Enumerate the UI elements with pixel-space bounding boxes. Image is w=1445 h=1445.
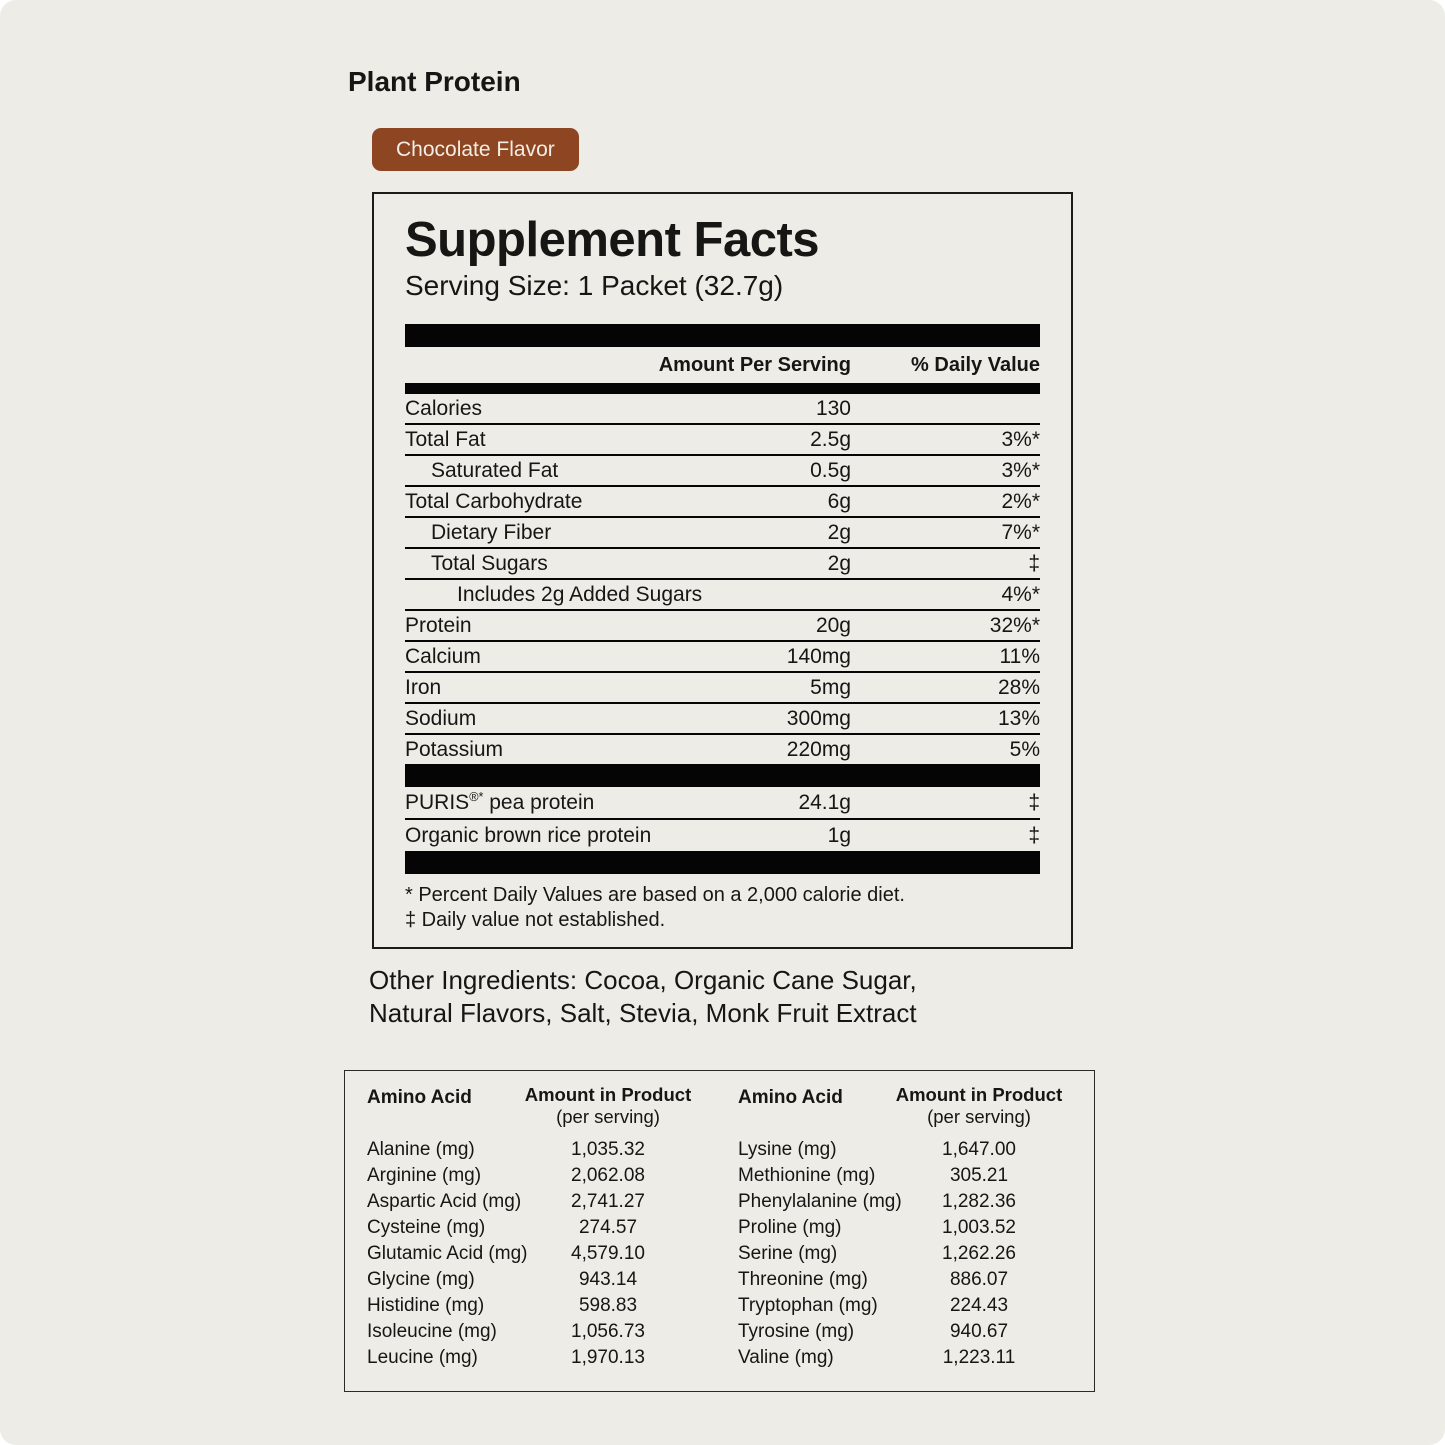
nutrient-dv: 32%* [989,613,1040,637]
nutrient-dv: 2%* [1001,489,1040,513]
amino-row [367,1293,699,1319]
amino-amount: 2,062.08 [571,1165,645,1187]
nutrient-label: Total Fat [405,427,486,451]
nutrient-label: Protein [405,613,472,637]
amino-acid-column-header: Amino Acid [738,1087,843,1109]
nutrient-dv: 28% [997,675,1040,699]
amino-name: Tryptophan (mg) [738,1295,878,1317]
nutrient-label: Includes 2g Added Sugars [457,582,703,606]
divider-bar-header [405,383,1040,394]
column-header-row [405,347,1040,383]
nutrient-row-added-sugars [405,580,1040,611]
blend-dv: ‡ [1028,790,1040,814]
nutrient-row-calories [405,394,1040,425]
blend-label: Organic brown rice protein [405,823,652,847]
amino-amount: 940.67 [949,1321,1009,1343]
nutrient-row-protein [405,611,1040,642]
footnote-not-established: ‡ Daily value not established. [405,909,666,932]
nutrient-label: Calories [405,396,483,420]
amino-amount: 943.14 [578,1269,638,1291]
amino-row [367,1137,699,1163]
amino-name: Lysine (mg) [738,1139,837,1161]
amino-acid-table [344,1070,1095,1392]
amino-name: Isoleucine (mg) [367,1321,497,1343]
nutrient-amount: 5mg [810,675,851,699]
nutrient-amount: 140mg [786,644,851,668]
amino-row [738,1215,1070,1241]
amount-in-product-header: Amount in Product (per serving) [895,1084,1063,1128]
amino-row [738,1267,1070,1293]
amino-row [738,1293,1070,1319]
amino-row [367,1345,699,1371]
amino-name: Valine (mg) [738,1347,834,1369]
amino-name: Arginine (mg) [367,1165,482,1187]
nutrient-dv: 3%* [1001,427,1040,451]
amino-row [738,1163,1070,1189]
amino-amount: 1,647.00 [942,1139,1016,1161]
nutrient-amount: 300mg [786,706,851,730]
amino-row [367,1215,699,1241]
nutrient-dv: 11% [999,644,1040,668]
blend-row-pea-protein [405,787,1040,820]
nutrient-label: Calcium [405,644,481,668]
amino-name: Proline (mg) [738,1217,842,1239]
nutrient-amount: 2.5g [810,427,851,451]
amino-name: Serine (mg) [738,1243,838,1265]
nutrient-label: Iron [405,675,442,699]
blend-dv: ‡ [1028,823,1040,847]
blend-label: PURIS®* pea protein [405,789,595,814]
nutrient-amount: 220mg [786,737,851,761]
amino-name: Threonine (mg) [738,1269,868,1291]
amino-row [738,1189,1070,1215]
nutrient-label: Total Sugars [431,551,548,575]
amino-row [367,1163,699,1189]
flavor-badge[interactable]: Chocolate Flavor [372,128,579,171]
nutrient-amount: 2g [827,520,851,544]
amino-name: Alanine (mg) [367,1139,475,1161]
nutrient-dv: 13% [997,706,1040,730]
amino-amount: 598.83 [578,1295,638,1317]
divider-bar-middle [405,764,1040,787]
nutrient-amount: 0.5g [810,458,851,482]
nutrient-amount: 6g [827,489,851,513]
blend-amount: 24.1g [798,790,851,814]
amount-in-product-header: Amount in Product (per serving) [524,1084,692,1128]
amino-name: Glycine (mg) [367,1269,475,1291]
nutrient-row-total-sugars [405,549,1040,580]
amino-right-column [738,1084,1070,1371]
nutrient-row-potassium [405,735,1040,764]
amino-name: Aspartic Acid (mg) [367,1191,522,1213]
nutrient-row-iron [405,673,1040,704]
nutrient-amount: 130 [815,396,851,420]
footnote-daily-values: * Percent Daily Values are based on a 2,000 calorie diet. [405,884,905,907]
amino-row [738,1241,1070,1267]
amino-row [367,1319,699,1345]
amino-header-row [738,1084,1070,1128]
nutrient-label: Sodium [405,706,477,730]
divider-bar-top [405,324,1040,347]
nutrient-row-calcium [405,642,1040,673]
nutrient-row-total-carbohydrate [405,487,1040,518]
amino-name: Glutamic Acid (mg) [367,1243,528,1265]
nutrient-dv: ‡ [1028,551,1040,575]
amino-amount: 1,223.11 [942,1347,1016,1369]
amino-amount: 1,970.13 [571,1347,645,1369]
daily-value-column-header: % Daily Value [911,354,1040,377]
amino-name: Tyrosine (mg) [738,1321,855,1343]
nutrient-dv: 4%* [1001,582,1040,606]
amino-header-row [367,1084,699,1128]
amino-amount: 886.07 [949,1269,1009,1291]
amino-amount: 1,003.52 [942,1217,1016,1239]
nutrient-amount: 2g [827,551,851,575]
amino-row [367,1241,699,1267]
supplement-facts-panel [372,192,1073,949]
nutrient-row-saturated-fat [405,456,1040,487]
amino-amount: 4,579.10 [571,1243,645,1265]
nutrient-label: Saturated Fat [431,458,559,482]
amino-name: Methionine (mg) [738,1165,876,1187]
amino-amount: 1,262.26 [942,1243,1016,1265]
amino-amount: 1,035.32 [571,1139,645,1161]
other-ingredients: Other Ingredients: Cocoa, Organic Cane Sugar, Natural Flavors, Salt, Stevia, Monk Fruit Extract [369,965,917,1029]
amino-name: Phenylalanine (mg) [738,1191,902,1213]
amino-row [367,1267,699,1293]
nutrient-label: Dietary Fiber [431,520,552,544]
amino-acid-column-header: Amino Acid [367,1087,472,1109]
amino-name: Leucine (mg) [367,1347,478,1369]
amino-row [738,1319,1070,1345]
registered-mark: ®* [469,789,484,804]
amount-column-header: Amount Per Serving [658,354,851,377]
nutrient-row-dietary-fiber [405,518,1040,549]
nutrient-row-sodium [405,704,1040,735]
nutrient-label: Potassium [405,737,504,761]
amino-amount: 274.57 [578,1217,638,1239]
amino-amount: 1,282.36 [942,1191,1016,1213]
blend-row-rice-protein [405,820,1040,851]
nutrient-dv: 7%* [1001,520,1040,544]
amino-row [738,1345,1070,1371]
blend-amount: 1g [827,823,851,847]
flavor-badge-row [372,128,1445,171]
amino-row [367,1189,699,1215]
supplement-facts-title: Supplement Facts [405,213,820,268]
amino-row [738,1137,1070,1163]
nutrient-dv: 3%* [1001,458,1040,482]
nutrient-dv: 5% [1009,737,1040,761]
amino-amount: 305.21 [949,1165,1009,1187]
amino-amount: 2,741.27 [571,1191,645,1213]
nutrient-row-total-fat [405,425,1040,456]
amino-amount: 1,056.73 [571,1321,645,1343]
amino-amount: 224.43 [949,1295,1009,1317]
amino-left-column [367,1084,699,1371]
serving-size: Serving Size: 1 Packet (32.7g) [405,270,784,302]
amino-name: Cysteine (mg) [367,1217,486,1239]
amino-name: Histidine (mg) [367,1295,485,1317]
divider-bar-bottom [405,851,1040,874]
product-title: Plant Protein [348,66,521,97]
nutrient-label: Total Carbohydrate [405,489,583,513]
nutrient-amount: 20g [815,613,851,637]
